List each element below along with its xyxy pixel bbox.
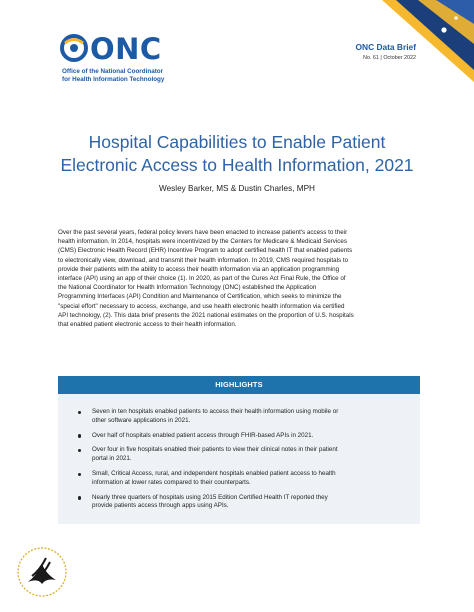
highlight-item <box>78 470 408 488</box>
paragraph-line: provide their patients with the ability to access their health information via an application programming <box>58 265 340 273</box>
highlight-line: Over half of hospitals enabled patient access through FHIR-based APIs in 2021. <box>92 431 314 439</box>
highlight-item <box>78 432 408 441</box>
logo-subtitle-line: for Health Information Technology <box>62 76 165 83</box>
highlight-line: Over four in five hospitals enabled their patients to view their clinical notes in their patient <box>92 446 338 454</box>
paragraph-line: to electronically view, download, and transmit their health information. In 2019, CMS required hospitals to <box>58 256 349 264</box>
highlight-item <box>78 446 408 464</box>
highlight-line: Nearly three quarters of hospitals using 2015 Edition Certified Health IT reported they <box>92 493 328 501</box>
highlight-line: Seven in ten hospitals enabled patients to access their health information using mobile or <box>92 408 339 415</box>
logo-subtitle <box>62 68 212 84</box>
onc-logo <box>60 34 200 94</box>
authors: Wesley Barker, MS & Dustin Charles, MPH <box>159 184 315 193</box>
highlights-heading: HIGHLIGHTS <box>58 376 420 394</box>
paragraph-line: that enabled patient electronic access to their health information. <box>58 321 237 329</box>
highlights-list <box>78 408 408 517</box>
highlight-item <box>78 408 408 426</box>
paragraph-line: health information. In 2014, hospitals were incentivized by the Centers for Medicare & Medicaid Services <box>58 238 348 246</box>
paragraph-line: (CMS) Electronic Health Record (EHR) Incentive Program to adopt certified health IT that enabled patients <box>58 247 353 255</box>
paragraph-line: API technology, (2). This data brief presents the 2021 national estimates on the proportion of U.S. hospitals <box>58 311 354 319</box>
paragraph-line: interface (API) using an app of their choice (1). In 2020, as part of the Cures Act Final Rule, the Office of <box>58 275 346 283</box>
title-line: Electronic Access to Health Information, 2021 <box>60 155 414 175</box>
intro-paragraph <box>58 228 420 329</box>
paragraph-line: the National Coordinator for Health Information Technology (ONC) established the Application <box>58 284 317 292</box>
highlight-line: portal in 2021. <box>92 455 132 463</box>
highlight-line: other software applications in 2021. <box>92 416 191 424</box>
onc-swirl-icon <box>60 34 88 62</box>
highlight-item <box>78 494 408 512</box>
highlight-line: provide patients access through apps using APIs. <box>92 502 229 510</box>
hhs-eagle-seal-icon <box>16 546 68 598</box>
paragraph-line: "special effort" necessary to access, exchange, and use health electronic health information via certified <box>58 302 345 310</box>
logo-subtitle-line: Office of the National Coordinator <box>62 68 164 75</box>
highlight-line: Small, Critical Access, rural, and independent hospitals enabled patient access to health <box>92 469 336 477</box>
paragraph-line: Programming Interfaces (API) Condition and Maintenance of Certification, which seeks to minimize the <box>58 293 342 301</box>
brief-meta: No. 61 | October 2022 <box>363 55 416 61</box>
highlight-line: information at lower rates compared to their counterparts. <box>92 478 251 486</box>
brief-header <box>356 42 417 61</box>
star-corner-icon <box>382 0 474 82</box>
brief-title: ONC Data Brief <box>355 42 416 52</box>
logo-name: ONC <box>90 32 162 66</box>
title-line: Hospital Capabilities to Enable Patient <box>88 132 386 152</box>
page-title <box>40 131 434 177</box>
paragraph-line: Over the past several years, federal policy levers have been enacted to increase patient's access to their <box>58 229 348 236</box>
